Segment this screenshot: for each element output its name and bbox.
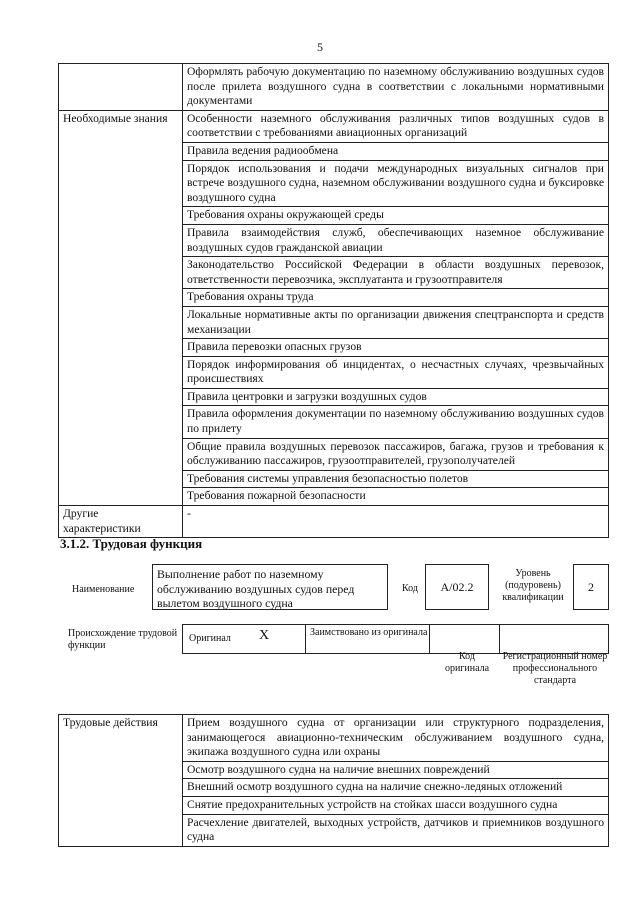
row-item: Расчехление двигателей, выходных устройств, датчиков и приемников воздушного судна <box>183 814 609 846</box>
row-label: Другие характеристики <box>59 506 183 538</box>
row-item: Требования пожарной безопасности <box>183 488 609 506</box>
name-label: Наименование <box>72 584 135 595</box>
row-item: Прием воздушного судна от организации или структурного подразделения, занимающегося авиационно-техническим обслуживанием воздушного судна, экипажа воздушного судна или охраны <box>183 715 609 762</box>
row-item: Правила оформления документации по наземному обслуживанию воздушных судов по прилету <box>183 406 609 438</box>
borrowed-label: Заимствовано из оригинала <box>310 627 428 638</box>
row-item: Требования охраны окружающей среды <box>183 207 609 225</box>
actions-table <box>58 714 609 847</box>
table-row <box>59 64 609 111</box>
row-label: Необходимые знания <box>59 110 183 505</box>
reg-number-caption: Регистрационный номер профессионального стандарта <box>502 651 608 686</box>
row-item: Снятие предохранительных устройств на стойках шасси воздушного судна <box>183 796 609 814</box>
original-mark: X <box>259 628 270 643</box>
row-item: Порядок информирования об инцидентах, о несчастных случаях, чрезвычайных происшествиях <box>183 356 609 388</box>
level-box: 2 <box>573 564 609 610</box>
knowledge-table <box>58 63 609 538</box>
row-item: Требования системы управления безопасностью полетов <box>183 470 609 488</box>
row-item: Правила перевозки опасных грузов <box>183 339 609 357</box>
code-original-cell <box>430 625 500 653</box>
function-name-box: Выполнение работ по наземному обслуживанию воздушных судов перед вылетом воздушного судна <box>152 564 388 610</box>
table-row <box>59 715 609 762</box>
borrowed-cell <box>306 625 430 653</box>
original-cell <box>183 625 306 653</box>
row-item: Оформлять рабочую документацию по наземному обслуживанию воздушных судов после прилета воздушного судна в соответствии с локальными нормативными документами <box>183 64 609 111</box>
row-item: Порядок использования и подачи международных визуальных сигналов при встрече воздушного судна, наземном обслуживании воздушного судна и буксировке воздушного судна <box>183 160 609 207</box>
level-label: Уровень (подуровень) квалификации <box>502 568 564 603</box>
page-number: 5 <box>317 40 323 54</box>
code-box: A/02.2 <box>425 564 489 610</box>
row-item: Осмотр воздушного судна на наличие внешних повреждений <box>183 761 609 779</box>
row-item: Требования охраны труда <box>183 289 609 307</box>
row-item: Правила центровки и загрузки воздушных судов <box>183 388 609 406</box>
table-row <box>59 110 609 142</box>
row-label <box>59 64 183 111</box>
row-item: Правила ведения радиообмена <box>183 142 609 160</box>
row-item: Общие правила воздушных перевозок пассажиров, багажа, грузов и требования к обслуживанию пассажиров, грузоотправителей, грузополучателей <box>183 438 609 470</box>
row-item: Локальные нормативные акты по организации движения спецтранспорта и средств механизации <box>183 306 609 338</box>
row-item: - <box>183 506 609 538</box>
table-row <box>59 506 609 538</box>
row-item: Законодательство Российской Федерации в области воздушных перевозок, ответственности перевозчика, эксплуатанта и грузоотправителя <box>183 257 609 289</box>
row-label: Трудовые действия <box>59 715 183 847</box>
code-label: Код <box>402 583 418 594</box>
origin-label: Происхождение трудовой функции <box>68 628 178 651</box>
section-title: 3.1.2. Трудовая функция <box>60 536 203 551</box>
row-item: Внешний осмотр воздушного судна на наличие снежно-ледяных отложений <box>183 779 609 797</box>
row-item: Правила взаимодействия служб, обеспечивающих наземное обслуживание воздушных судов гражданской авиации <box>183 224 609 256</box>
code-original-caption: Код оригинала <box>444 651 490 674</box>
origin-strip <box>182 624 609 654</box>
row-item: Особенности наземного обслуживания различных типов воздушных судов в соответствии с требованиями авиационных организаций <box>183 110 609 142</box>
original-label: Оригинал <box>189 633 231 644</box>
